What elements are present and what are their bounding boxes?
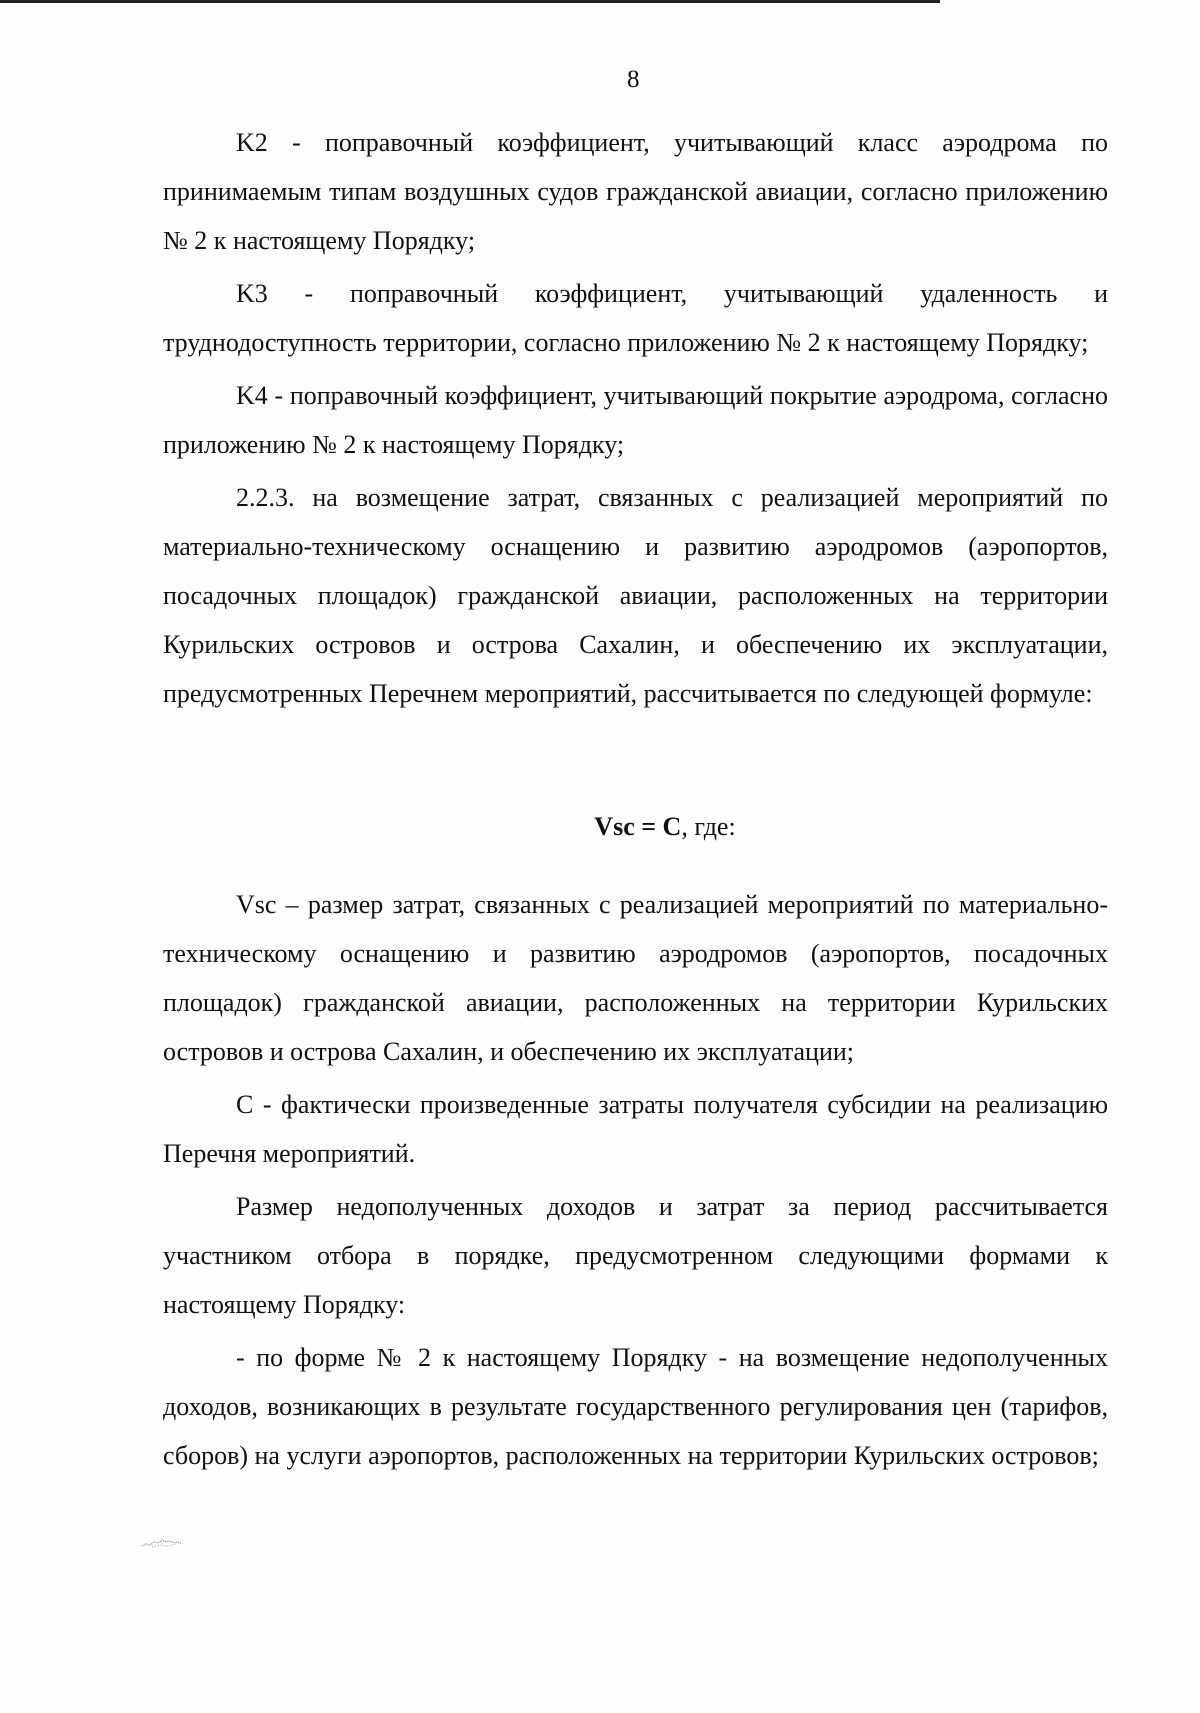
formula-suffix: , где: — [681, 812, 736, 841]
paragraph-calculation-order: Размер недополученных доходов и затрат за период рассчитывается участником отбора в порядке, предусмотренном следующими формами к настоящему Порядку: — [163, 1192, 1108, 1319]
paragraph-c-definition: C - фактически произведенные затраты получателя субсидии на реализацию Перечня мероприятий. — [163, 1090, 1108, 1168]
paragraph-vsc-definition: Vsc – размер затрат, связанных с реализацией мероприятий по материально-техническому оснащению и развитию аэродромов (аэропортов, посадочных площадок) гражданской авиации, расположенных на территории Курильских островов и острова Сахалин, и обеспечению их эксплуатации; — [163, 890, 1108, 1066]
scan-artifact — [140, 1537, 188, 1547]
text-block-bottom — [163, 880, 1108, 1484]
scan-smudge-icon — [140, 1537, 188, 1549]
formula — [0, 812, 1200, 842]
formula-expression: Vsc = C — [594, 812, 682, 841]
paragraph-k2: K2 - поправочный коэффициент, учитывающий класс аэродрома по принимаемым типам воздушных судов гражданской авиации, согласно приложению № 2 к настоящему Порядку; — [163, 128, 1108, 255]
paragraph-k3: K3 - поправочный коэффициент, учитывающий удаленность и труднодоступность территории, согласно приложению № 2 к настоящему Порядку; — [163, 279, 1108, 357]
top-border-line — [0, 0, 940, 3]
text-block-top — [163, 118, 1108, 722]
paragraph-2-2-3: 2.2.3. на возмещение затрат, связанных с реализацией мероприятий по материально-техническому оснащению и развитию аэродромов (аэропортов, посадочных площадок) гражданской авиации, расположенных на территории Курильских островов и острова Сахалин, и обеспечению их эксплуатации, предусмотренных Перечнем мероприятий, рассчитывается по следующей формуле: — [163, 483, 1108, 708]
paragraph-k4: K4 - поправочный коэффициент, учитывающий покрытие аэродрома, согласно приложению № 2 к настоящему Порядку; — [163, 381, 1108, 459]
paragraph-form-2: - по форме № 2 к настоящему Порядку - на возмещение недополученных доходов, возникающих в результате государственного регулирования цен (тарифов, сборов) на услуги аэропортов, расположенных на территории Курильских островов; — [163, 1343, 1108, 1470]
page-number: 8 — [627, 66, 640, 93]
